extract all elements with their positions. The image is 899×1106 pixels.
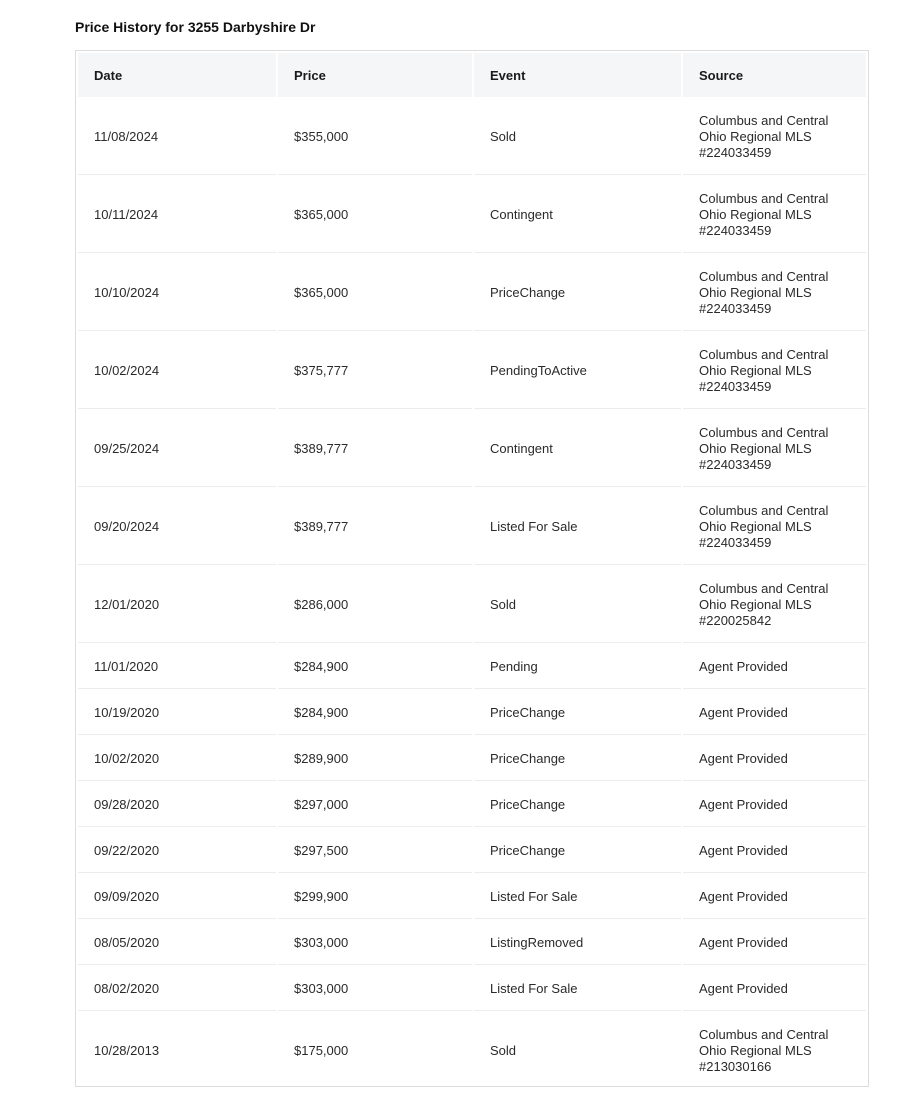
cell-date: 10/19/2020: [78, 691, 276, 735]
source-line: Agent Provided: [699, 980, 788, 996]
source-line: Ohio Regional MLS: [699, 440, 812, 456]
cell-price: $297,000: [278, 783, 472, 827]
table-row: [78, 737, 866, 781]
source-line: #224033459: [699, 378, 772, 394]
source-line: #224033459: [699, 300, 772, 316]
table-row: [78, 489, 866, 565]
source-line: Ohio Regional MLS: [699, 128, 812, 144]
table-row: [78, 645, 866, 689]
price-history-table-container: [75, 50, 869, 1087]
cell-date: 09/25/2024: [78, 411, 276, 487]
cell-date: 10/10/2024: [78, 255, 276, 331]
cell-source: [683, 255, 866, 331]
table-body: [78, 99, 866, 1088]
cell-price: $284,900: [278, 691, 472, 735]
cell-date: 11/01/2020: [78, 645, 276, 689]
cell-date: 09/28/2020: [78, 783, 276, 827]
cell-price: $303,000: [278, 967, 472, 1011]
source-line: Ohio Regional MLS: [699, 596, 812, 612]
table-header-row: [78, 53, 866, 97]
source-line: Agent Provided: [699, 796, 788, 812]
cell-source: [683, 489, 866, 565]
source-line: Agent Provided: [699, 934, 788, 950]
source-line: Ohio Regional MLS: [699, 1042, 812, 1058]
table-row: [78, 1013, 866, 1088]
source-line: #224033459: [699, 222, 772, 238]
cell-source: [683, 829, 866, 873]
table-row: [78, 921, 866, 965]
cell-event: Sold: [490, 1042, 517, 1058]
cell-price: $175,000: [294, 1042, 349, 1058]
table-row: [78, 177, 866, 253]
source-line: Columbus and Central: [699, 112, 829, 128]
source-line: Ohio Regional MLS: [699, 362, 812, 378]
cell-price: $375,777: [278, 333, 472, 409]
cell-event: Listed For Sale: [474, 967, 681, 1011]
cell-date: 10/02/2024: [78, 333, 276, 409]
column-header-event: Event: [474, 53, 681, 97]
cell-price: $284,900: [278, 645, 472, 689]
source-line: #224033459: [699, 534, 772, 550]
source-line: Ohio Regional MLS: [699, 518, 812, 534]
cell-event: ListingRemoved: [474, 921, 681, 965]
cell-source: [683, 921, 866, 965]
cell-source: [683, 691, 866, 735]
source-line: Agent Provided: [699, 750, 788, 766]
cell-price: $365,000: [278, 177, 472, 253]
source-line: Columbus and Central: [699, 502, 829, 518]
price-history-table: [76, 51, 868, 1090]
source-line: Agent Provided: [699, 704, 788, 720]
source-line: Columbus and Central: [699, 346, 829, 362]
column-header-date: Date: [78, 53, 276, 97]
cell-price: $286,000: [278, 567, 472, 643]
table-row: [78, 967, 866, 1011]
cell-source: [683, 333, 866, 409]
cell-price: $297,500: [278, 829, 472, 873]
cell-source: [683, 411, 866, 487]
cell-source: [683, 99, 866, 175]
cell-event: Sold: [474, 99, 681, 175]
column-header-price: Price: [278, 53, 472, 97]
table-row: [78, 567, 866, 643]
cell-date: 09/22/2020: [78, 829, 276, 873]
column-header-source: Source: [683, 53, 866, 97]
source-line: Columbus and Central: [699, 190, 829, 206]
table-row: [78, 783, 866, 827]
cell-source: [683, 967, 866, 1011]
cell-price: $289,900: [278, 737, 472, 781]
cell-event: PriceChange: [474, 783, 681, 827]
cell-date: 12/01/2020: [78, 567, 276, 643]
cell-event: Pending: [474, 645, 681, 689]
cell-price: $299,900: [278, 875, 472, 919]
cell-source: [683, 177, 866, 253]
cell-date: 10/11/2024: [78, 177, 276, 253]
source-line: Agent Provided: [699, 658, 788, 674]
source-line: Agent Provided: [699, 888, 788, 904]
cell-event: Contingent: [474, 177, 681, 253]
cell-event: Sold: [474, 567, 681, 643]
source-line: #224033459: [699, 456, 772, 472]
source-line: Columbus and Central: [699, 424, 829, 440]
cell-date: 10/28/2013: [94, 1042, 160, 1058]
cell-event: PriceChange: [474, 255, 681, 331]
cell-date: 08/02/2020: [78, 967, 276, 1011]
table-row: [78, 333, 866, 409]
cell-source: [683, 783, 866, 827]
table-row: [78, 829, 866, 873]
cell-price: $303,000: [278, 921, 472, 965]
cell-price: $355,000: [278, 99, 472, 175]
source-line: #213030166: [699, 1058, 772, 1074]
table-row: [78, 691, 866, 735]
source-line: Agent Provided: [699, 842, 788, 858]
cell-source: [683, 875, 866, 919]
cell-event: PriceChange: [474, 737, 681, 781]
source-line: Columbus and Central: [699, 580, 829, 596]
cell-date: 09/09/2020: [78, 875, 276, 919]
source-line: #224033459: [699, 144, 772, 160]
cell-source: [683, 1013, 866, 1088]
cell-price: $389,777: [278, 411, 472, 487]
source-line: Ohio Regional MLS: [699, 284, 812, 300]
page-title: Price History for 3255 Darbyshire Dr: [75, 19, 316, 35]
cell-source: [683, 567, 866, 643]
source-line: #220025842: [699, 612, 772, 628]
cell-source: [683, 737, 866, 781]
cell-date: 09/20/2024: [78, 489, 276, 565]
cell-source: [683, 645, 866, 689]
cell-event: Listed For Sale: [474, 875, 681, 919]
cell-date: 08/05/2020: [78, 921, 276, 965]
source-line: Columbus and Central: [699, 1026, 829, 1042]
table-row: [78, 411, 866, 487]
cell-event: PendingToActive: [474, 333, 681, 409]
table-row: [78, 99, 866, 175]
cell-price: $389,777: [278, 489, 472, 565]
source-line: Columbus and Central: [699, 268, 829, 284]
cell-price: $365,000: [278, 255, 472, 331]
table-row: [78, 875, 866, 919]
cell-date: 10/02/2020: [78, 737, 276, 781]
cell-event: Listed For Sale: [474, 489, 681, 565]
cell-event: Contingent: [474, 411, 681, 487]
table-row: [78, 255, 866, 331]
cell-event: PriceChange: [474, 691, 681, 735]
cell-event: PriceChange: [474, 829, 681, 873]
source-line: Ohio Regional MLS: [699, 206, 812, 222]
cell-date: 11/08/2024: [78, 99, 276, 175]
